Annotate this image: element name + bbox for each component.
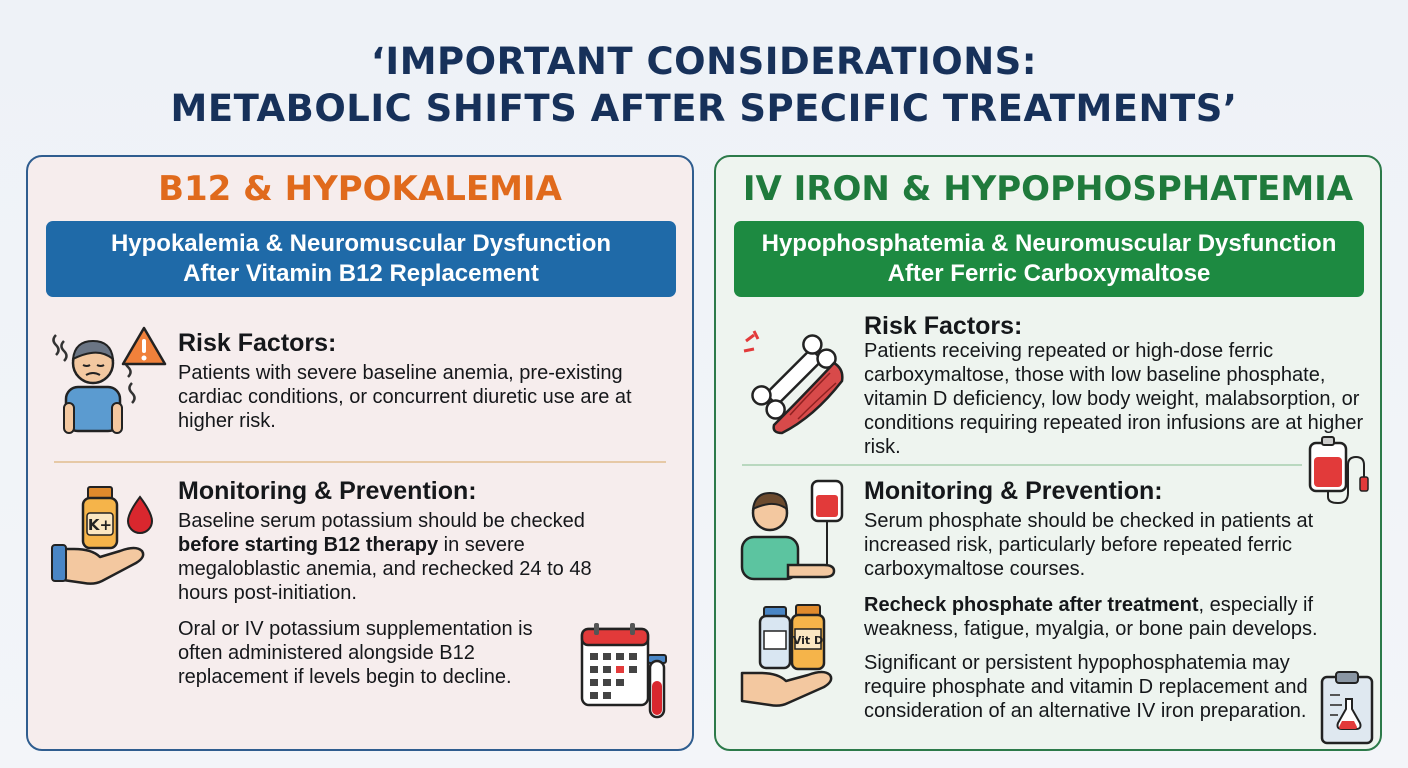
- calendar-test-tube-icon: [578, 621, 674, 723]
- potassium-label: K+: [87, 516, 113, 534]
- iv-iron-banner-line-1: Hypophosphatemia & Neuromuscular Dysfunction: [761, 230, 1337, 257]
- title-line-1: ‘IMPORTANT CONSIDERATIONS:: [370, 40, 1038, 83]
- iv-iron-recheck-text: [864, 593, 1352, 641]
- potassium-bottle-hand-icon: [50, 485, 162, 585]
- title-line-2: METABOLIC SHIFTS AFTER SPECIFIC TREATMENTS’: [170, 87, 1238, 130]
- b12-supplement-text: Oral or IV potassium supplementation is often administered alongside B12 replacement if levels begin to decline.: [178, 618, 533, 688]
- iv-bag-icon: [1306, 435, 1370, 505]
- b12-monitor-lead: Baseline serum potassium should be checked: [178, 510, 585, 532]
- page-title: [0, 38, 1408, 132]
- iv-iron-recheck-rest: , especially if weakness, fatigue, myalgia, or bone pain develops.: [864, 594, 1318, 640]
- iv-iron-risk-title: Risk Factors:: [864, 312, 1023, 340]
- b12-monitor-rest: in severe megaloblastic anemia, and rechecked 24 to 48 hours post-initiation.: [178, 534, 592, 604]
- vitamin-d-bottles-hand-icon: [736, 603, 850, 707]
- iv-iron-panel: [714, 155, 1382, 751]
- b12-banner-line-1: Hypokalemia & Neuromuscular Dysfunction: [110, 230, 612, 257]
- b12-monitor-text: [178, 509, 640, 605]
- bone-muscle-icon: [734, 317, 852, 437]
- iv-iron-monitor-text: Serum phosphate should be checked in patients at increased risk, particularly before repeated ferric carboxymaltose courses.: [864, 510, 1314, 580]
- vitamin-d-label: Vit D: [792, 634, 824, 647]
- warning-icon: [120, 325, 168, 367]
- b12-monitor-bold: before starting B12 therapy: [178, 534, 439, 556]
- patient-iv-infusion-icon: [738, 479, 858, 581]
- iv-iron-replacement-text: Significant or persistent hypophosphatemia may require phosphate and vitamin D replacement and consideration of an alternative IV iron preparation.: [864, 652, 1308, 722]
- b12-banner-line-2: After Vitamin B12 Replacement: [183, 260, 539, 287]
- b12-panel-heading: B12 & HYPOKALEMIA: [158, 169, 562, 209]
- b12-monitor-title: Monitoring & Prevention:: [178, 477, 477, 505]
- b12-risk-title: Risk Factors:: [178, 329, 337, 357]
- b12-panel: [26, 155, 694, 751]
- b12-banner: [46, 221, 676, 297]
- iv-iron-monitor-title: Monitoring & Prevention:: [864, 477, 1163, 505]
- iv-iron-recheck-bold: Recheck phosphate after treatment: [864, 594, 1199, 616]
- b12-risk-text: Patients with severe baseline anemia, pre-existing cardiac conditions, or concurrent diuretic use are at higher risk.: [178, 362, 632, 432]
- iv-iron-banner: [734, 221, 1364, 297]
- iv-iron-risk-text: Patients receiving repeated or high-dose ferric carboxymaltose, those with low baseline phosphate, vitamin D deficiency, low body weight, malabsorption, or conditions requiring repeated iron infusions are at higher risk.: [864, 340, 1364, 458]
- clipboard-icon: [1316, 669, 1378, 747]
- iv-iron-banner-line-2: After Ferric Carboxymaltose: [887, 260, 1211, 287]
- b12-divider: [54, 461, 666, 463]
- iv-iron-divider: [742, 464, 1302, 466]
- iv-iron-panel-heading: IV IRON & HYPOPHOSPHATEMIA: [742, 169, 1354, 209]
